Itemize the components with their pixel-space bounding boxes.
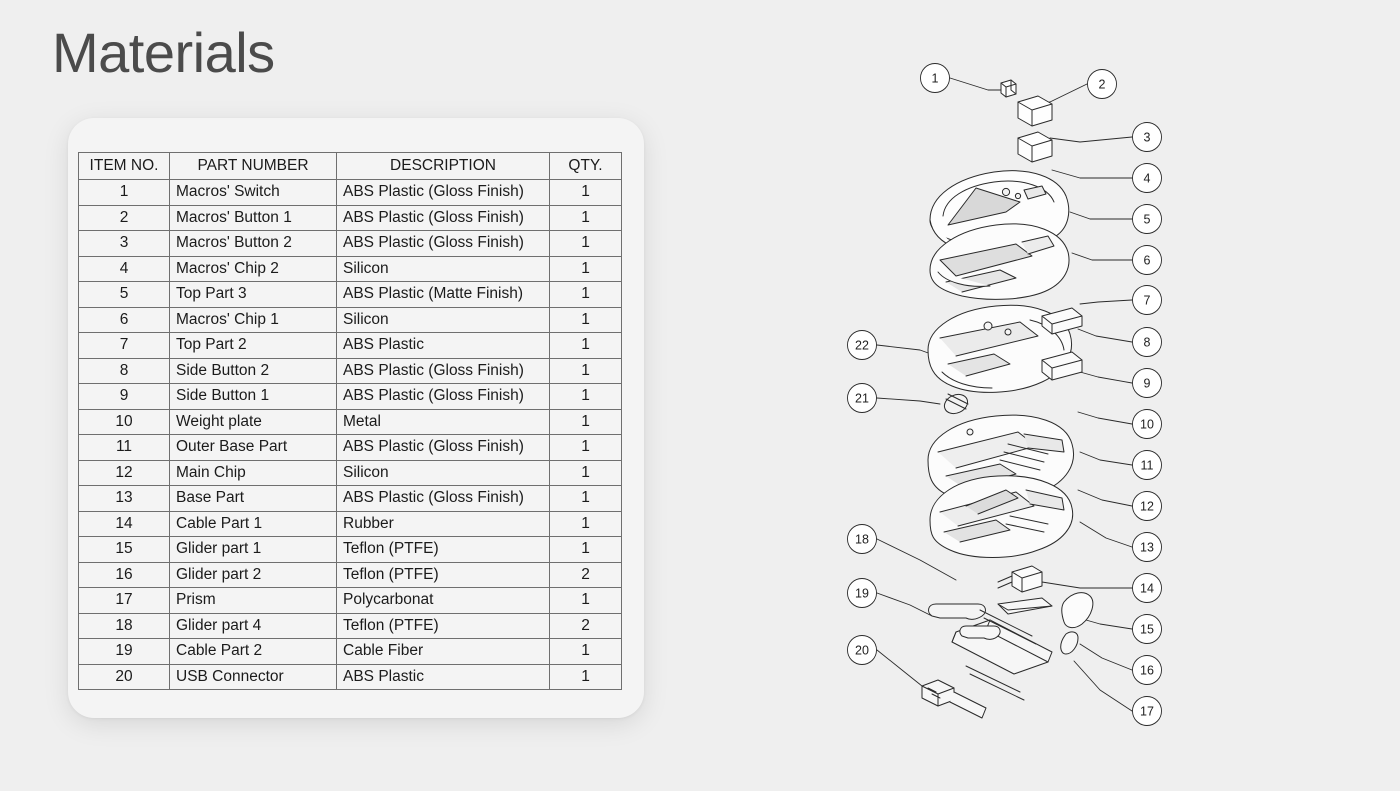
callout-number: 20 — [855, 643, 869, 658]
cell-item-no: 17 — [79, 588, 170, 614]
cell-qty: 1 — [550, 435, 622, 461]
cell-item-no: 11 — [79, 435, 170, 461]
cell-description: Teflon (PTFE) — [337, 613, 550, 639]
cell-part-number: Macros' Button 2 — [170, 231, 337, 257]
cell-description: ABS Plastic (Gloss Finish) — [337, 435, 550, 461]
cell-qty: 1 — [550, 537, 622, 563]
callout-number: 11 — [1140, 458, 1154, 473]
cell-part-number: Macros' Chip 2 — [170, 256, 337, 282]
part-glider-part-2 — [1061, 632, 1078, 654]
cell-item-no: 2 — [79, 205, 170, 231]
cell-item-no: 12 — [79, 460, 170, 486]
callout-number: 16 — [1140, 663, 1154, 678]
cell-description: Rubber — [337, 511, 550, 537]
cell-description: ABS Plastic — [337, 333, 550, 359]
callout-number: 1 — [931, 71, 939, 86]
cell-qty: 1 — [550, 256, 622, 282]
cell-description: Teflon (PTFE) — [337, 537, 550, 563]
column-header-description: DESCRIPTION — [337, 153, 550, 180]
cell-item-no: 1 — [79, 180, 170, 206]
cell-item-no: 3 — [79, 231, 170, 257]
cell-item-no: 14 — [79, 511, 170, 537]
cell-part-number: Cable Part 1 — [170, 511, 337, 537]
page-title: Materials — [52, 21, 275, 84]
callout-number: 18 — [855, 532, 869, 547]
cell-item-no: 9 — [79, 384, 170, 410]
cell-description: Silicon — [337, 307, 550, 333]
cell-item-no: 19 — [79, 639, 170, 665]
table-row — [79, 358, 622, 384]
cell-part-number: Side Button 2 — [170, 358, 337, 384]
cell-qty: 1 — [550, 282, 622, 308]
cell-part-number: Top Part 2 — [170, 333, 337, 359]
part-usb-connector — [922, 680, 986, 718]
part-macros-button-1 — [1018, 96, 1052, 126]
cell-description: ABS Plastic (Gloss Finish) — [337, 231, 550, 257]
table-row — [79, 588, 622, 614]
callout-number: 3 — [1143, 130, 1151, 145]
table-row — [79, 384, 622, 410]
cell-description: Teflon (PTFE) — [337, 562, 550, 588]
cell-qty: 1 — [550, 511, 622, 537]
table-row — [79, 256, 622, 282]
cell-part-number: Prism — [170, 588, 337, 614]
table-row — [79, 562, 622, 588]
cell-qty: 1 — [550, 486, 622, 512]
cell-description: ABS Plastic (Gloss Finish) — [337, 205, 550, 231]
cell-description: Polycarbonat — [337, 588, 550, 614]
cell-item-no: 18 — [79, 613, 170, 639]
cell-item-no: 8 — [79, 358, 170, 384]
bill-of-materials-table — [78, 152, 622, 690]
cell-part-number: Side Button 1 — [170, 384, 337, 410]
table-header-row — [79, 153, 622, 180]
cell-description: ABS Plastic (Matte Finish) — [337, 282, 550, 308]
cell-qty: 1 — [550, 180, 622, 206]
cell-description: Silicon — [337, 256, 550, 282]
callout-number: 22 — [855, 338, 869, 353]
cell-part-number: Cable Part 2 — [170, 639, 337, 665]
cell-qty: 1 — [550, 384, 622, 410]
callout-number: 5 — [1143, 212, 1151, 227]
cell-part-number: Macros' Button 1 — [170, 205, 337, 231]
cell-part-number: Weight plate — [170, 409, 337, 435]
callout-number: 2 — [1098, 77, 1106, 92]
callout-number: 4 — [1143, 171, 1151, 186]
cell-part-number: Glider part 2 — [170, 562, 337, 588]
callout-number: 8 — [1143, 335, 1151, 350]
cell-description: ABS Plastic (Gloss Finish) — [337, 180, 550, 206]
part-base-part — [930, 476, 1073, 558]
cell-item-no: 13 — [79, 486, 170, 512]
cell-qty: 1 — [550, 639, 622, 665]
table-row — [79, 307, 622, 333]
cell-qty: 1 — [550, 358, 622, 384]
callout-number: 15 — [1140, 622, 1154, 637]
cell-qty: 1 — [550, 460, 622, 486]
part-glider-part-4 — [952, 620, 1052, 674]
part-macros-button-2 — [1018, 132, 1052, 162]
callout-number: 21 — [855, 391, 869, 406]
cell-qty: 2 — [550, 562, 622, 588]
part-cable-part-1 — [998, 566, 1042, 592]
cell-part-number: Outer Base Part — [170, 435, 337, 461]
column-header-part-number: PART NUMBER — [170, 153, 337, 180]
callout-number: 13 — [1140, 540, 1154, 555]
cell-part-number: Top Part 3 — [170, 282, 337, 308]
cell-qty: 1 — [550, 231, 622, 257]
cell-description: ABS Plastic (Gloss Finish) — [337, 486, 550, 512]
cell-qty: 1 — [550, 205, 622, 231]
cell-item-no: 7 — [79, 333, 170, 359]
callout-number: 14 — [1140, 581, 1154, 596]
table-row — [79, 613, 622, 639]
cell-part-number: Base Part — [170, 486, 337, 512]
cell-description: Cable Fiber — [337, 639, 550, 665]
table-row — [79, 511, 622, 537]
table-row — [79, 435, 622, 461]
cell-part-number: Macros' Chip 1 — [170, 307, 337, 333]
table-row — [79, 205, 622, 231]
cell-part-number: Glider part 1 — [170, 537, 337, 563]
cell-qty: 1 — [550, 664, 622, 690]
table-row — [79, 333, 622, 359]
cell-part-number: Glider part 4 — [170, 613, 337, 639]
column-header-qty: QTY. — [550, 153, 622, 180]
cell-item-no: 20 — [79, 664, 170, 690]
cell-description: ABS Plastic (Gloss Finish) — [337, 384, 550, 410]
table-row — [79, 537, 622, 563]
table-row — [79, 180, 622, 206]
cell-part-number: Main Chip — [170, 460, 337, 486]
callout-number: 10 — [1140, 417, 1154, 432]
cell-part-number: USB Connector — [170, 664, 337, 690]
part-glider-part-1 — [998, 598, 1052, 614]
cell-item-no: 6 — [79, 307, 170, 333]
callout-number: 19 — [855, 586, 869, 601]
table-row — [79, 282, 622, 308]
exploded-view-svg — [780, 20, 1380, 770]
column-header-item-no: ITEM NO. — [79, 153, 170, 180]
cell-part-number: Macros' Switch — [170, 180, 337, 206]
cell-qty: 2 — [550, 613, 622, 639]
callout-number: 6 — [1143, 253, 1151, 268]
cell-description: ABS Plastic — [337, 664, 550, 690]
callout-number: 9 — [1143, 376, 1151, 391]
cell-item-no: 5 — [79, 282, 170, 308]
cell-description: Silicon — [337, 460, 550, 486]
cell-item-no: 4 — [79, 256, 170, 282]
cell-item-no: 15 — [79, 537, 170, 563]
part-scroll-wheel — [941, 391, 970, 417]
table-row — [79, 486, 622, 512]
cell-qty: 1 — [550, 307, 622, 333]
cell-description: ABS Plastic (Gloss Finish) — [337, 358, 550, 384]
exploded-view-diagram — [780, 20, 1380, 770]
part-prism — [1062, 593, 1093, 628]
table-row — [79, 639, 622, 665]
cell-item-no: 16 — [79, 562, 170, 588]
table-row — [79, 409, 622, 435]
table-row — [79, 460, 622, 486]
table-row — [79, 231, 622, 257]
cell-description: Metal — [337, 409, 550, 435]
table-row — [79, 664, 622, 690]
callout-number: 17 — [1140, 704, 1154, 719]
cell-item-no: 10 — [79, 409, 170, 435]
callout-number: 7 — [1143, 293, 1151, 308]
cell-qty: 1 — [550, 333, 622, 359]
cell-qty: 1 — [550, 588, 622, 614]
callout-number: 12 — [1140, 499, 1154, 514]
part-macros-switch — [1001, 80, 1016, 97]
cell-qty: 1 — [550, 409, 622, 435]
